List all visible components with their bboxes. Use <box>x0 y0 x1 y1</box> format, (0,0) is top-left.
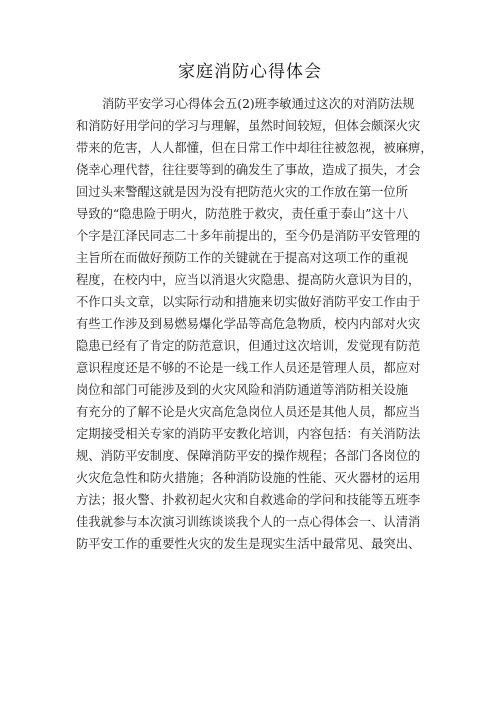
body-line: 隐患已经有了肯定的防范意识，但通过这次培训，发觉现有防范 <box>76 339 421 353</box>
body-line: 消防平安学习心得体会五(2)班李敏通过这次的对消防法规 <box>102 97 415 111</box>
document-title: 家庭消防心得体会 <box>178 62 322 82</box>
body-line: 方法；报火警、扑救初起火灾和自救逃命的学问和技能等五班李 <box>76 493 421 507</box>
body-line: 和消防好用学问的学习与理解，虽然时间较短，但体会颇深火灾 <box>76 119 421 133</box>
body-line: 带来的危害，人人都懂，但在日常工作中却往往被忽视，被麻痹， <box>76 141 433 155</box>
body-line: 导致的“隐患险于明火，防范胜于救灾，责任重于泰山”这十八 <box>76 207 409 221</box>
body-line: 岗位和部门可能涉及到的火灾风险和消防通道等消防相关设施 <box>76 383 409 397</box>
body-line: 主旨所在而做好预防工作的关键就在于提高对这项工作的重视 <box>76 251 409 265</box>
body-line: 不作口头文章，以实际行动和措施来切实做好消防平安工作由于 <box>76 295 421 309</box>
body-line: 个字是江泽民同志二十多年前提出的，至今仍是消防平安管理的 <box>76 229 421 243</box>
body-line: 意识程度还是不够的不论是一线工作人员还是管理人员，都应对 <box>76 361 421 375</box>
body-line: 定期接受相关专家的消防平安教化培训，内容包括：有关消防法 <box>76 427 421 441</box>
body-line: 有些工作涉及到易燃易爆化学品等高危急物质，校内内部对火灾 <box>76 317 421 331</box>
body-line: 规、消防平安制度、保障消防平安的操作规程；各部门各岗位的 <box>76 449 421 463</box>
body-line: 火灾危急性和防火措施；各种消防设施的性能、灭火器材的运用 <box>76 471 421 485</box>
body-line: 有充分的了解不论是火灾高危急岗位人员还是其他人员，都应当 <box>76 405 421 419</box>
body-line: 程度，在校内中，应当以消退火灾隐患、提高防火意识为目的， <box>76 273 421 287</box>
body-line: 佳我就参与本次演习训练谈谈我个人的一点心得体会一、认清消 <box>76 515 421 529</box>
body-line: 回过头来警醒这就是因为没有把防范火灾的工作放在第一位所 <box>76 185 409 199</box>
body-line: 侥幸心理代替，往往要等到的确发生了事故，造成了损失，才会 <box>76 163 421 177</box>
body-line: 防平安工作的重要性火灾的发生是现实生活中最常见、最突出、 <box>76 537 421 551</box>
